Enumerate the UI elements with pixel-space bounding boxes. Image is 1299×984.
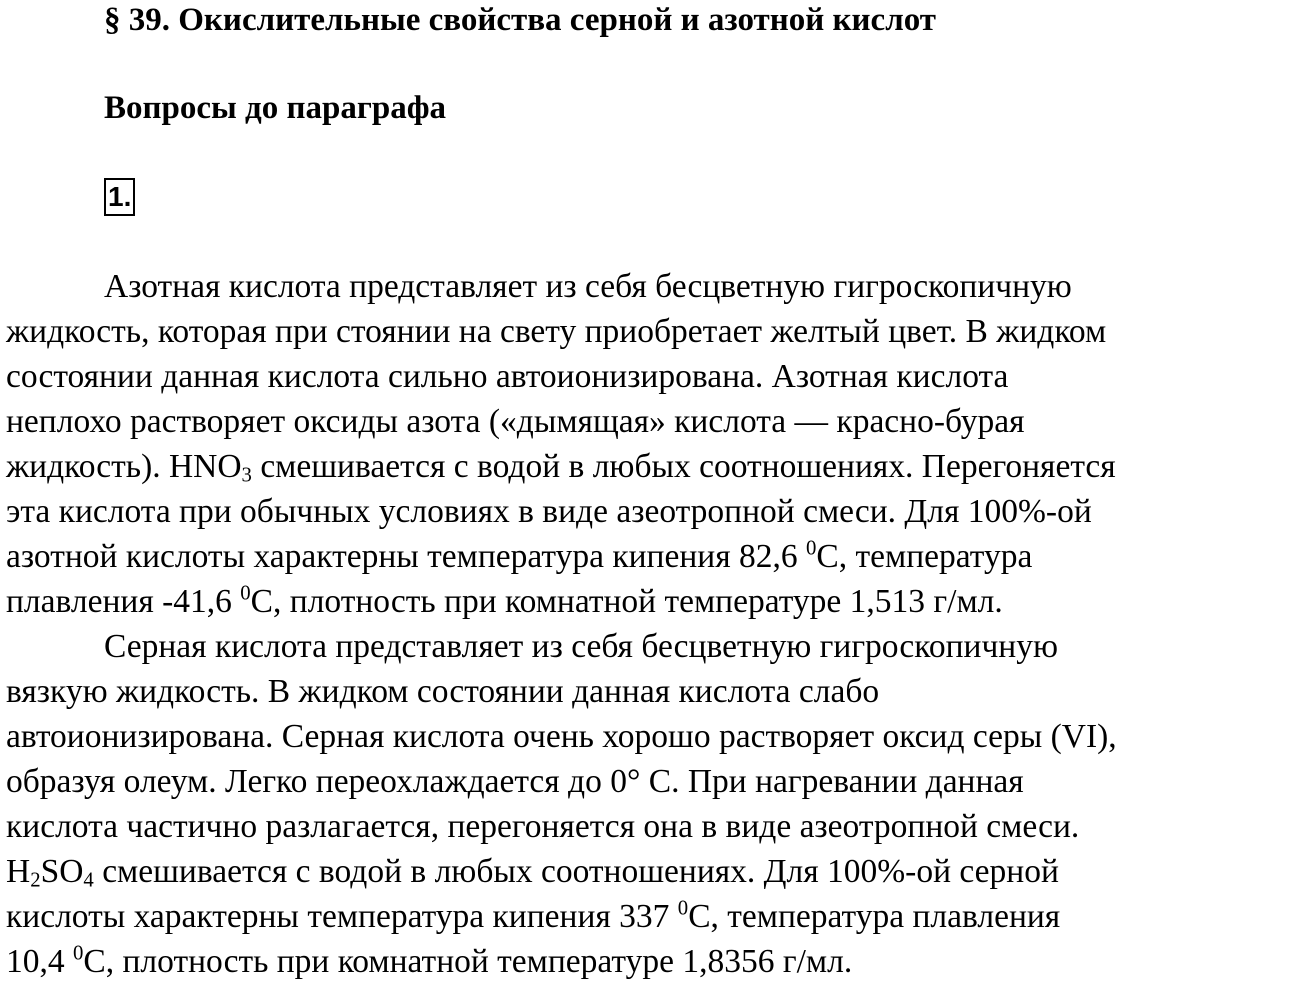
- p2-line-8: [6, 939, 1296, 984]
- p1-line-4: неплохо растворяет оксиды азота («дымящая» кислота — красно-бурая: [6, 403, 1025, 440]
- p1-line-5-a: жидкость). HNO: [6, 448, 242, 485]
- subsection-title: Вопросы до параграфа: [104, 90, 447, 126]
- p2-line-3: автоионизирована. Серная кислота очень хорошо растворяет оксид серы (VI),: [6, 718, 1117, 755]
- p2-line-7: [6, 894, 1296, 939]
- degree-superscript: 0: [806, 536, 817, 560]
- p1-line-3: состоянии данная кислота сильно автоионизирована. Азотная кислота: [6, 358, 1009, 395]
- p2-line-8-b: С, плотность при комнатной температуре 1,8356 г/мл.: [83, 943, 853, 980]
- question-number-dot: .: [123, 181, 132, 212]
- p2-line-1: Серная кислота представляет из себя бесцветную гигроскопичную: [104, 628, 1058, 665]
- question-number-box: [104, 178, 135, 216]
- p2-line-7-a: кислоты характерны температура кипения 337: [6, 898, 678, 935]
- p1-line-7-b: С, температура: [816, 538, 1033, 575]
- so4-subscript: 4: [83, 868, 94, 892]
- p2-line-6-a: H: [6, 853, 31, 890]
- p1-line-7-a: азотной кислоты характерны температура кипения 82,6: [6, 538, 806, 575]
- p1-line-2: жидкость, которая при стоянии на свету приобретает желтый цвет. В жидком: [6, 313, 1107, 350]
- h2-subscript: 2: [30, 868, 41, 892]
- section-title: § 39. Окислительные свойства серной и азотной кислот: [104, 2, 936, 38]
- p1-line-6: эта кислота при обычных условиях в виде азеотропной смеси. Для 100%-ой: [6, 493, 1092, 530]
- p2-line-6: [6, 849, 1296, 894]
- degree-superscript: 0: [677, 896, 689, 920]
- answer-text: [6, 264, 1296, 984]
- hno3-subscript: 3: [241, 463, 252, 487]
- p2-line-4: образуя олеум. Легко переохлаждается до 0° С. При нагревании данная: [6, 763, 1024, 800]
- degree-superscript: 0: [73, 941, 84, 965]
- p1-line-5-b: смешивается с водой в любых соотношениях. Перегоняется: [251, 448, 1116, 485]
- p1-line-8-a: плавления -41,6: [6, 583, 241, 620]
- degree-superscript: 0: [240, 581, 251, 605]
- p1-line-8: [6, 579, 1296, 624]
- p1-line-7: [6, 534, 1296, 579]
- p2-line-8-a: 10,4: [6, 943, 73, 980]
- p2-line-6-b: SO: [40, 853, 84, 890]
- question-number: 1: [108, 181, 124, 212]
- p1-line-8-b: С, плотность при комнатной температуре 1,513 г/мл.: [250, 583, 1003, 620]
- p2-line-5: кислота частично разлагается, перегоняется она в виде азеотропной смеси.: [6, 808, 1080, 845]
- p2-line-6-c: смешивается с водой в любых соотношениях. Для 100%-ой серной: [93, 853, 1059, 890]
- p2-line-2: вязкую жидкость. В жидком состоянии данная кислота слабо: [6, 673, 880, 710]
- p1-line-1: Азотная кислота представляет из себя бесцветную гигроскопичную: [104, 268, 1072, 305]
- p2-line-7-b: С, температура плавления: [688, 898, 1061, 935]
- p1-line-5: [6, 444, 1296, 489]
